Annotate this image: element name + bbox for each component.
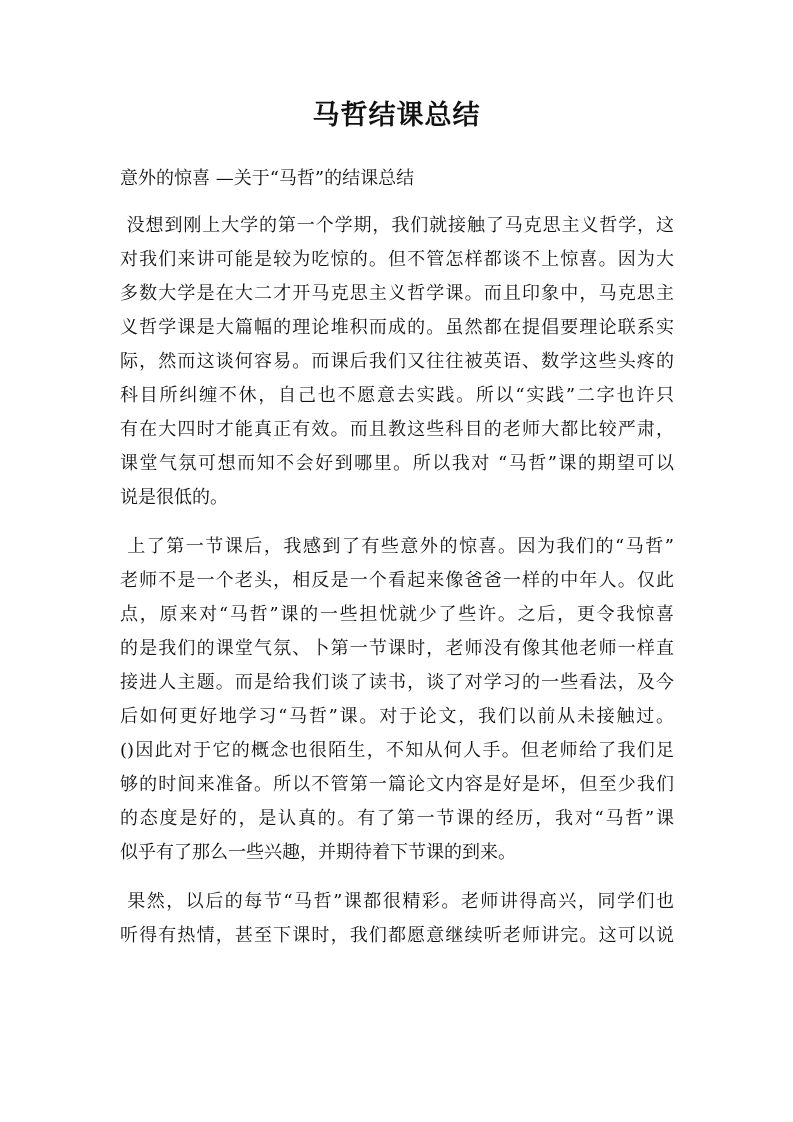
paragraph-line: 没想到刚上大学的第一个学期，我们就接触了马克思主义哲学，这 [120, 215, 674, 236]
paragraph-line: 听得有热情，甚至下课时，我们都愿意继续听老师讲完。这可以说 [120, 925, 674, 946]
body-paragraph [120, 530, 674, 870]
paragraph-line: 际，然而这谈何容易。而课后我们又往往被英语、数学这些头疼的 [120, 351, 674, 372]
paragraph-line: 上了第一节课后，我感到了有些意外的惊喜。因为我们的“马哲” [120, 536, 674, 557]
document-subtitle: 意外的惊喜 —关于“马哲”的结课总结 [120, 168, 415, 189]
paragraph-line: 有在大四时才能真正有效。而且教这些科目的老师大都比较严肃， [120, 419, 674, 440]
paragraph-line: 说是很低的。 [120, 487, 228, 508]
paragraph-line: 似乎有了那么一些兴趣，并期待着下节课的到来。 [120, 842, 516, 863]
paragraph-line: 对我们来讲可能是较为吃惊的。但不管怎样都谈不上惊喜。因为大 [120, 249, 674, 270]
document-body [120, 209, 674, 968]
body-paragraph [120, 885, 674, 953]
body-paragraph [120, 209, 674, 515]
paragraph-line: 老师不是一个老头，相反是一个看起来像爸爸一样的中年人。仅此 [120, 570, 674, 591]
paragraph-line: 果然，以后的每节“马哲”课都很精彩。老师讲得高兴，同学们也 [120, 891, 674, 912]
paragraph-line: 够的时间来准备。所以不管第一篇论文内容是好是坏，但至少我们 [120, 774, 674, 795]
paragraph-line: 科目所纠缠不休，自己也不愿意去实践。所以“实践”二字也许只 [120, 385, 674, 406]
paragraph-line: 义哲学课是大篇幅的理论堆积而成的。虽然都在提倡要理论联系实 [120, 317, 674, 338]
paragraph-line: 点，原来对“马哲”课的一些担忧就少了些许。之后，更令我惊喜 [120, 604, 674, 625]
paragraph-line: 的是我们的课堂气氛、卜第一节课时，老师没有像其他老师一样直 [120, 638, 674, 659]
paragraph-line: 后如何更好地学习“马哲”课。对于论文，我们以前从未接触过。 [120, 706, 674, 727]
document-title: 马哲结课总结 [312, 100, 481, 131]
paragraph-line: ()因此对于它的概念也很陌生，不知从何人手。但老师给了我们足 [120, 740, 674, 761]
paragraph-line: 课堂气氛可想而知不会好到哪里。所以我对 “马哲”课的期望可以 [120, 453, 674, 474]
paragraph-line: 多数大学是在大二才开马克思主义哲学课。而且印象中，马克思主 [120, 283, 674, 304]
paragraph-line: 接进人主题。而是给我们谈了读书，谈了对学习的一些看法，及今 [120, 672, 674, 693]
paragraph-line: 的态度是好的，是认真的。有了第一节课的经历，我对“马哲”课 [120, 808, 674, 829]
